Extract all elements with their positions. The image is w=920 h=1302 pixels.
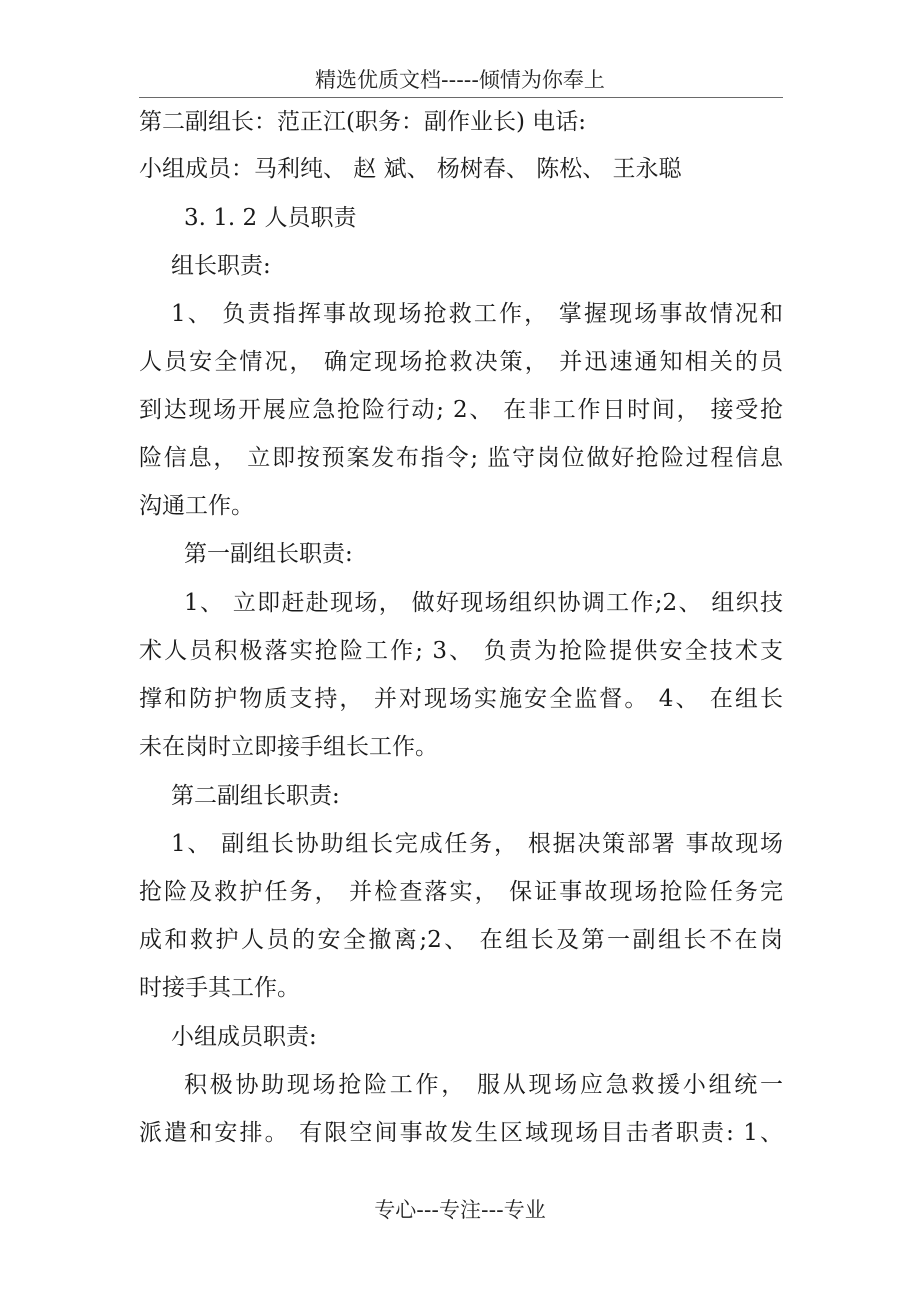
paragraph-line: 未在岗时立即接手组长工作。	[139, 734, 438, 760]
first-deputy-duties-heading: 第一副组长职责:	[184, 541, 353, 567]
paragraph-line: 术人员积极落实抢险工作; 3、 负责为抢险提供安全技术支	[139, 638, 783, 664]
paragraph-line: 人员安全情况， 确定现场抢救决策， 并迅速通知相关的员	[139, 349, 783, 375]
paragraph-line: 撑和防护物质支持， 并对现场实施安全监督。 4、 在组长	[139, 686, 783, 712]
paragraph-line: 积极协助现场抢险工作， 服从现场应急救援小组统一	[184, 1072, 783, 1098]
paragraph-line: 1、 立即赶赴现场， 做好现场组织协调工作;2、 组织技	[184, 590, 783, 616]
paragraph-line: 沟通工作。	[139, 493, 254, 519]
paragraph-line: 抢险及救护任务， 并检查落实， 保证事故现场抢险任务完	[139, 879, 783, 905]
paragraph-line: 时接手其工作。	[139, 975, 300, 1001]
paragraph-line: 1、 负责指挥事故现场抢救工作， 掌握现场事故情况和	[171, 301, 783, 327]
paragraph-line: 派遣和安排。 有限空间事故发生区域现场目击者职责: 1、	[139, 1120, 783, 1146]
page-footer: 专心---专注---专业	[374, 1198, 546, 1222]
paragraph-line: 成和救护人员的安全撤离;2、 在组长及第一副组长不在岗	[139, 927, 783, 953]
deputy-leader-2-line: 第二副组长：范正江(职务：副作业长) 电话:	[139, 109, 587, 135]
paragraph-line: 到达现场开展应急抢险行动; 2、 在非工作日时间， 接受抢	[139, 397, 783, 423]
section-heading: 3. 1. 2 人员职责	[184, 205, 357, 231]
leader-duties-heading: 组长职责:	[171, 253, 271, 279]
page-header-title: 精选优质文档-----倾情为你奉上	[315, 68, 605, 92]
paragraph-line: 1、 副组长协助组长完成任务， 根据决策部署 事故现场	[171, 831, 783, 857]
header-divider	[139, 97, 783, 98]
member-duties-heading: 小组成员职责:	[171, 1024, 317, 1050]
second-deputy-duties-heading: 第二副组长职责:	[171, 783, 340, 809]
team-members-line: 小组成员：马利纯、 赵 斌、 杨树春、 陈松、 王永聪	[139, 156, 682, 182]
paragraph-line: 险信息， 立即按预案发布指令; 监守岗位做好抢险过程信息	[139, 445, 783, 471]
